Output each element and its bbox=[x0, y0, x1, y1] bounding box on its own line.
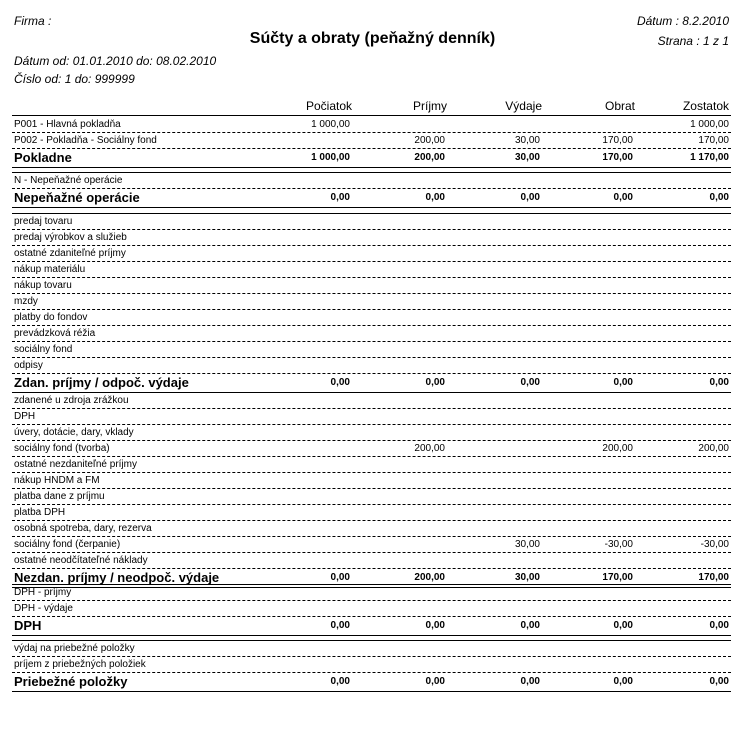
section-total-label: Nepeňažné operácie bbox=[14, 190, 140, 205]
amount-cell: 1 000,00 bbox=[311, 119, 350, 130]
account-row bbox=[12, 441, 731, 457]
section-total-label: Pokladne bbox=[14, 150, 72, 165]
section-total-label: Nezdan. príjmy / neodpoč. výdaje bbox=[14, 570, 220, 585]
column-header-obrat: Obrat bbox=[604, 99, 635, 113]
account-label: DPH bbox=[14, 411, 36, 422]
total-amount-cell: 0,00 bbox=[425, 620, 445, 631]
total-amount-cell: 30,00 bbox=[514, 152, 540, 163]
section-total-label: Zdan. príjmy / odpoč. výdaje bbox=[14, 375, 189, 390]
total-amount-cell: 0,00 bbox=[613, 377, 633, 388]
account-label: nákup HNDM a FM bbox=[14, 475, 100, 486]
report-section bbox=[12, 117, 731, 168]
account-label: zdanené u zdroja zrážkou bbox=[14, 395, 129, 406]
page-indicator: Strana : 1 z 1 bbox=[657, 34, 729, 48]
amount-cell: 170,00 bbox=[602, 135, 633, 146]
account-row bbox=[12, 246, 731, 262]
account-label: predaj tovaru bbox=[14, 216, 73, 227]
account-row bbox=[12, 425, 731, 441]
total-amount-cell: 1 170,00 bbox=[690, 152, 729, 163]
account-row bbox=[12, 278, 731, 294]
total-amount-cell: 170,00 bbox=[698, 572, 729, 583]
account-label: nákup materiálu bbox=[14, 264, 86, 275]
account-row bbox=[12, 585, 731, 601]
total-amount-cell: 0,00 bbox=[330, 676, 350, 687]
account-label: P002 - Pokladňa - Sociálny fond bbox=[14, 135, 157, 146]
total-amount-cell: 30,00 bbox=[514, 572, 540, 583]
account-label: predaj výrobkov a služieb bbox=[14, 232, 127, 243]
total-amount-cell: 200,00 bbox=[414, 572, 445, 583]
date-range: Dátum od: 01.01.2010 do: 08.02.2010 bbox=[14, 54, 217, 68]
firma-label: Firma : bbox=[14, 14, 52, 28]
total-amount-cell: 0,00 bbox=[330, 192, 350, 203]
account-label: osobná spotreba, dary, rezerva bbox=[14, 523, 152, 534]
section-total-row bbox=[12, 374, 731, 393]
account-row bbox=[12, 310, 731, 326]
report-title: Súčty a obraty (peňažný denník) bbox=[249, 30, 496, 47]
account-row bbox=[12, 521, 731, 537]
account-row bbox=[12, 173, 731, 189]
account-row bbox=[12, 230, 731, 246]
total-amount-cell: 0,00 bbox=[425, 676, 445, 687]
column-header-pociatok: Počiatok bbox=[305, 99, 352, 113]
number-range: Číslo od: 1 do: 999999 bbox=[14, 72, 135, 86]
amount-cell: -30,00 bbox=[700, 539, 729, 550]
amount-cell: 200,00 bbox=[414, 135, 445, 146]
total-amount-cell: 0,00 bbox=[709, 620, 729, 631]
total-amount-cell: 0,00 bbox=[709, 676, 729, 687]
account-label: výdaj na priebežné položky bbox=[14, 643, 135, 654]
account-row bbox=[12, 409, 731, 425]
account-label: sociálny fond (čerpanie) bbox=[14, 539, 121, 550]
report-section bbox=[12, 640, 731, 692]
account-label: príjem z priebežných položiek bbox=[14, 659, 146, 670]
report-section bbox=[12, 172, 731, 208]
account-label: N - Nepeňažné operácie bbox=[14, 175, 123, 186]
amount-cell: 30,00 bbox=[514, 135, 540, 146]
total-amount-cell: 1 000,00 bbox=[311, 152, 350, 163]
account-label: platba dane z príjmu bbox=[14, 491, 105, 502]
account-row bbox=[12, 657, 731, 673]
report-section bbox=[12, 213, 731, 393]
account-row bbox=[12, 641, 731, 657]
column-header-prijmy: Príjmy bbox=[413, 99, 447, 113]
amount-cell: 30,00 bbox=[514, 539, 540, 550]
account-row bbox=[12, 342, 731, 358]
account-label: sociálny fond (tvorba) bbox=[14, 443, 110, 454]
account-label: ostatné nezdaniteľné príjmy bbox=[14, 459, 137, 470]
account-label: mzdy bbox=[14, 296, 38, 307]
account-row bbox=[12, 473, 731, 489]
account-row bbox=[12, 537, 731, 553]
total-amount-cell: 170,00 bbox=[602, 152, 633, 163]
amount-cell: 200,00 bbox=[602, 443, 633, 454]
section-total-row bbox=[12, 673, 731, 692]
account-label: DPH - výdaje bbox=[14, 603, 73, 614]
account-label: nákup tovaru bbox=[14, 280, 72, 291]
column-header-zostatok: Zostatok bbox=[682, 99, 729, 113]
total-amount-cell: 0,00 bbox=[520, 377, 540, 388]
account-label: odpisy bbox=[14, 360, 43, 371]
account-row bbox=[12, 505, 731, 521]
total-amount-cell: 200,00 bbox=[414, 152, 445, 163]
account-row bbox=[12, 457, 731, 473]
account-row bbox=[12, 133, 731, 149]
total-amount-cell: 0,00 bbox=[709, 377, 729, 388]
account-label: platba DPH bbox=[14, 507, 66, 518]
total-amount-cell: 0,00 bbox=[520, 192, 540, 203]
header-divider bbox=[12, 115, 731, 116]
report-date: Dátum : 8.2.2010 bbox=[636, 14, 729, 28]
account-row bbox=[12, 489, 731, 505]
section-total-row bbox=[12, 189, 731, 208]
total-amount-cell: 0,00 bbox=[425, 192, 445, 203]
total-amount-cell: 170,00 bbox=[602, 572, 633, 583]
account-label: DPH - príjmy bbox=[14, 587, 72, 598]
total-amount-cell: 0,00 bbox=[613, 676, 633, 687]
account-row bbox=[12, 326, 731, 342]
account-label: úvery, dotácie, dary, vklady bbox=[14, 427, 134, 438]
total-amount-cell: 0,00 bbox=[709, 192, 729, 203]
account-label: platby do fondov bbox=[14, 312, 88, 323]
account-row bbox=[12, 214, 731, 230]
total-amount-cell: 0,00 bbox=[613, 620, 633, 631]
amount-cell: 1 000,00 bbox=[690, 119, 729, 130]
total-amount-cell: 0,00 bbox=[425, 377, 445, 388]
amount-cell: 200,00 bbox=[698, 443, 729, 454]
total-amount-cell: 0,00 bbox=[330, 572, 350, 583]
report-section bbox=[12, 584, 731, 636]
total-amount-cell: 0,00 bbox=[520, 620, 540, 631]
account-label: ostatné neodčítateľné náklady bbox=[14, 555, 148, 566]
amount-cell: 200,00 bbox=[414, 443, 445, 454]
section-total-label: Priebežné položky bbox=[14, 674, 128, 689]
total-amount-cell: 0,00 bbox=[330, 377, 350, 388]
account-label: ostatné zdaniteľné príjmy bbox=[14, 248, 126, 259]
report-section bbox=[12, 392, 731, 588]
account-row bbox=[12, 358, 731, 374]
section-total-label: DPH bbox=[14, 618, 42, 633]
account-label: sociálny fond bbox=[14, 344, 73, 355]
section-total-row bbox=[12, 617, 731, 636]
amount-cell: 170,00 bbox=[698, 135, 729, 146]
account-label: prevádzková réžia bbox=[14, 328, 96, 339]
total-amount-cell: 0,00 bbox=[330, 620, 350, 631]
account-row bbox=[12, 262, 731, 278]
total-amount-cell: 0,00 bbox=[613, 192, 633, 203]
account-row bbox=[12, 553, 731, 569]
amount-cell: -30,00 bbox=[604, 539, 633, 550]
account-label: P001 - Hlavná pokladňa bbox=[14, 119, 121, 130]
total-amount-cell: 0,00 bbox=[520, 676, 540, 687]
account-row bbox=[12, 117, 731, 133]
column-header-vydaje: Výdaje bbox=[505, 99, 542, 113]
account-row bbox=[12, 294, 731, 310]
account-row bbox=[12, 601, 731, 617]
section-total-row bbox=[12, 149, 731, 168]
account-row bbox=[12, 393, 731, 409]
